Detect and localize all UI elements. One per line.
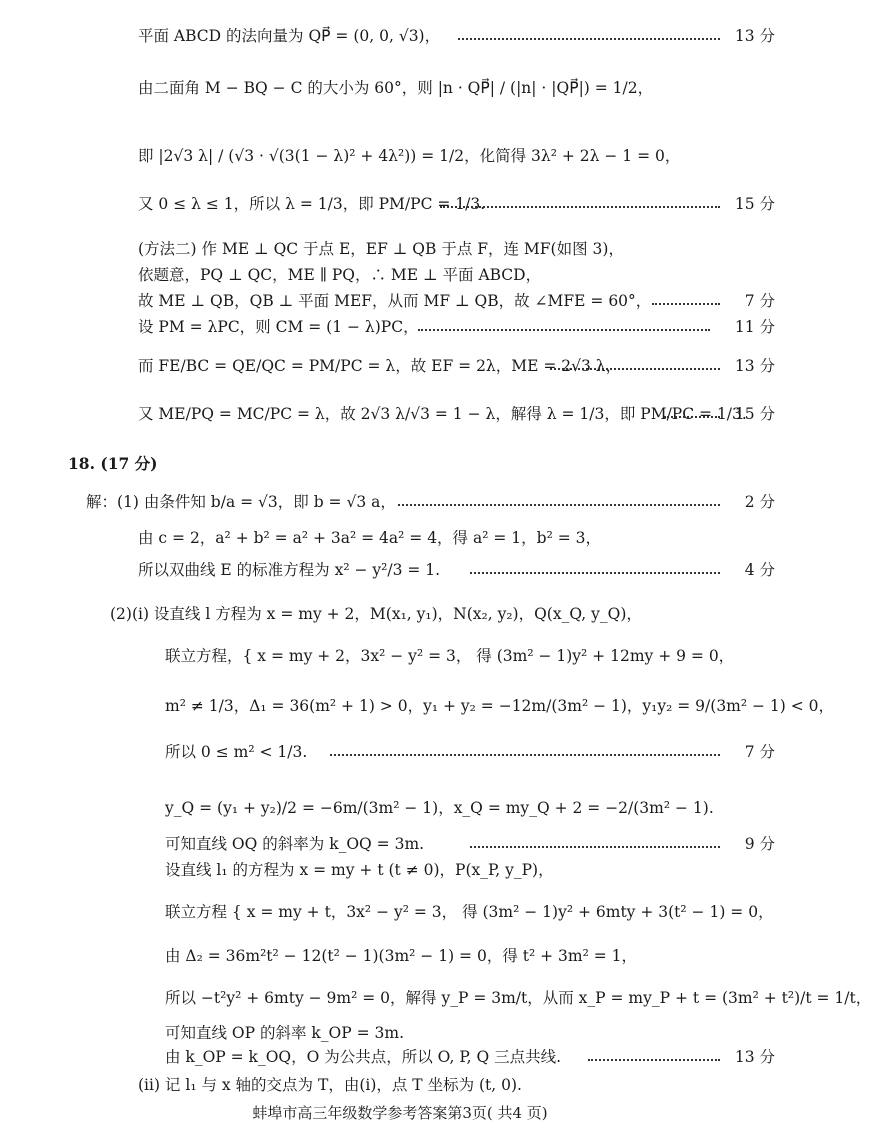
solution-line <box>0 986 871 1008</box>
line-text: 联立方程 { x = my + t，3x² − y² = 3， 得 (3m² − 1)y² + 6mty + 3(t² − 1) = 0， <box>165 903 774 921</box>
solution-line <box>0 24 800 46</box>
solution-line <box>0 1021 800 1043</box>
line-text: 由 Δ₂ = 36m²t² − 12(t² − 1)(3m² − 1) = 0，得 t² + 3m² = 1， <box>165 947 638 965</box>
line-text: 故 ME ⊥ QB，QB ⊥ 平面 MEF，从而 MF ⊥ QB，故 ∠MFE = 60°， <box>138 292 652 310</box>
line-text: 而 FE/BC = QE/QC = PM/PC = λ，故 EF = 2λ，ME = 2√3 λ， <box>138 357 622 375</box>
line-text: (ⅱ) 记 l₁ 与 x 轴的交点为 T，由(ⅰ)，点 T 坐标为 (t, 0). <box>138 1076 522 1094</box>
solution-line <box>0 832 800 854</box>
page-footer: 蚌埠市高三年级数学参考答案第3页( 共4 页) <box>252 1104 548 1122</box>
line-text: (方法二) 作 ME ⊥ QC 于点 E，EF ⊥ QB 于点 F，连 MF(如图 3)， <box>138 240 624 258</box>
solution-line <box>0 263 800 285</box>
solution-line <box>0 76 800 98</box>
solution-line <box>0 900 800 922</box>
leader-dots <box>398 504 720 506</box>
solution-line <box>0 354 800 376</box>
solution-line <box>0 740 800 762</box>
solution-line <box>0 602 800 624</box>
leader-dots <box>470 846 720 848</box>
score-mark: 9 分 <box>744 835 775 853</box>
line-text: (2)(ⅰ) 设直线 l 方程为 x = my + 2，M(x₁, y₁)，N(x₂, y₂)，Q(x_Q, y_Q)， <box>110 605 642 623</box>
score-mark: 11 分 <box>734 318 775 336</box>
solution-line <box>0 558 800 580</box>
score-mark: 2 分 <box>744 493 775 511</box>
solution-line <box>0 289 800 311</box>
score-mark: 13 分 <box>734 1048 775 1066</box>
solution-line <box>0 237 800 259</box>
solution-line <box>0 526 800 548</box>
line-text: 所以 0 ≤ m² < 1/3. <box>165 743 308 761</box>
line-text: 设直线 l₁ 的方程为 x = my + t (t ≠ 0)，P(x_P, y_P)， <box>165 861 554 879</box>
solution-line <box>0 1073 800 1095</box>
score-mark: 13 分 <box>734 357 775 375</box>
line-text: 设 PM = λPC，则 CM = (1 − λ)PC， <box>138 318 419 336</box>
leader-dots <box>550 368 720 370</box>
leader-dots <box>588 1059 720 1061</box>
solution-line <box>0 144 800 166</box>
leader-dots <box>440 206 720 208</box>
line-text: 18. (17 分) <box>68 454 158 473</box>
line-text: y_Q = (y₁ + y₂)/2 = −6m/(3m² − 1)，x_Q = my_Q + 2 = −2/(3m² − 1). <box>165 799 714 817</box>
solution-line <box>0 490 800 512</box>
solution-line <box>0 402 800 424</box>
line-text: 所以双曲线 E 的标准方程为 x² − y²/3 = 1. <box>138 561 441 579</box>
line-text: 又 ME/PQ = MC/PC = λ，故 2√3 λ/√3 = 1 − λ，解得 λ = 1/3，即 PM/PC = 1/3. <box>138 405 747 423</box>
line-text: 由二面角 M − BQ − C 的大小为 60°，则 |n · QP⃗| / (|n| · |QP⃗|) = 1/2， <box>138 79 654 97</box>
solution-line <box>0 944 800 966</box>
solution-line <box>0 694 835 716</box>
solution-line <box>0 1045 800 1067</box>
leader-dots <box>418 329 710 331</box>
line-text: 解：(1) 由条件知 b/a = √3，即 b = √3 a， <box>86 493 396 511</box>
solution-line <box>0 644 800 666</box>
line-text: 又 0 ≤ λ ≤ 1，所以 λ = 1/3，即 PM/PC = 1/3. <box>138 195 486 213</box>
score-mark: 13 分 <box>734 27 775 45</box>
line-text: m² ≠ 1/3，Δ₁ = 36(m² + 1) > 0，y₁ + y₂ = −12m/(3m² − 1)，y₁y₂ = 9/(3m² − 1) < 0， <box>165 697 835 715</box>
solution-line <box>0 315 800 337</box>
leader-dots <box>470 572 720 574</box>
question-heading <box>0 452 800 474</box>
score-mark: 15 分 <box>734 405 775 423</box>
line-text: 依题意，PQ ⊥ QC，ME ∥ PQ，∴ ME ⊥ 平面 ABCD， <box>138 266 542 284</box>
leader-dots <box>330 754 720 756</box>
score-mark: 7 分 <box>744 743 775 761</box>
solution-line <box>0 192 800 214</box>
line-text: 由 c = 2，a² + b² = a² + 3a² = 4a² = 4，得 a² = 1，b² = 3， <box>138 529 601 547</box>
line-text: 所以 −t²y² + 6mty − 9m² = 0，解得 y_P = 3m/t，从而 x_P = my_P + t = (3m² + t²)/t = 1/t， <box>165 989 871 1007</box>
line-text: 平面 ABCD 的法向量为 QP⃗ = (0, 0, √3)， <box>138 27 441 45</box>
solution-line <box>0 858 800 880</box>
score-mark: 7 分 <box>744 292 775 310</box>
leader-dots <box>458 38 720 40</box>
line-text: 可知直线 OQ 的斜率为 k_OQ = 3m. <box>165 835 425 853</box>
line-text: 即 |2√3 λ| / (√3 · √(3(1 − λ)² + 4λ²)) = 1/2，化简得 3λ² + 2λ − 1 = 0， <box>138 147 681 165</box>
line-text: 联立方程，{ x = my + 2，3x² − y² = 3， 得 (3m² − 1)y² + 12my + 9 = 0， <box>165 647 735 665</box>
score-mark: 15 分 <box>734 195 775 213</box>
line-text: 由 k_OP = k_OQ，O 为公共点，所以 O, P, Q 三点共线. <box>165 1048 562 1066</box>
line-text: 可知直线 OP 的斜率 k_OP = 3m. <box>165 1024 405 1042</box>
leader-dots <box>664 416 720 418</box>
score-mark: 4 分 <box>744 561 775 579</box>
leader-dots <box>652 303 720 305</box>
solution-line <box>0 796 800 818</box>
